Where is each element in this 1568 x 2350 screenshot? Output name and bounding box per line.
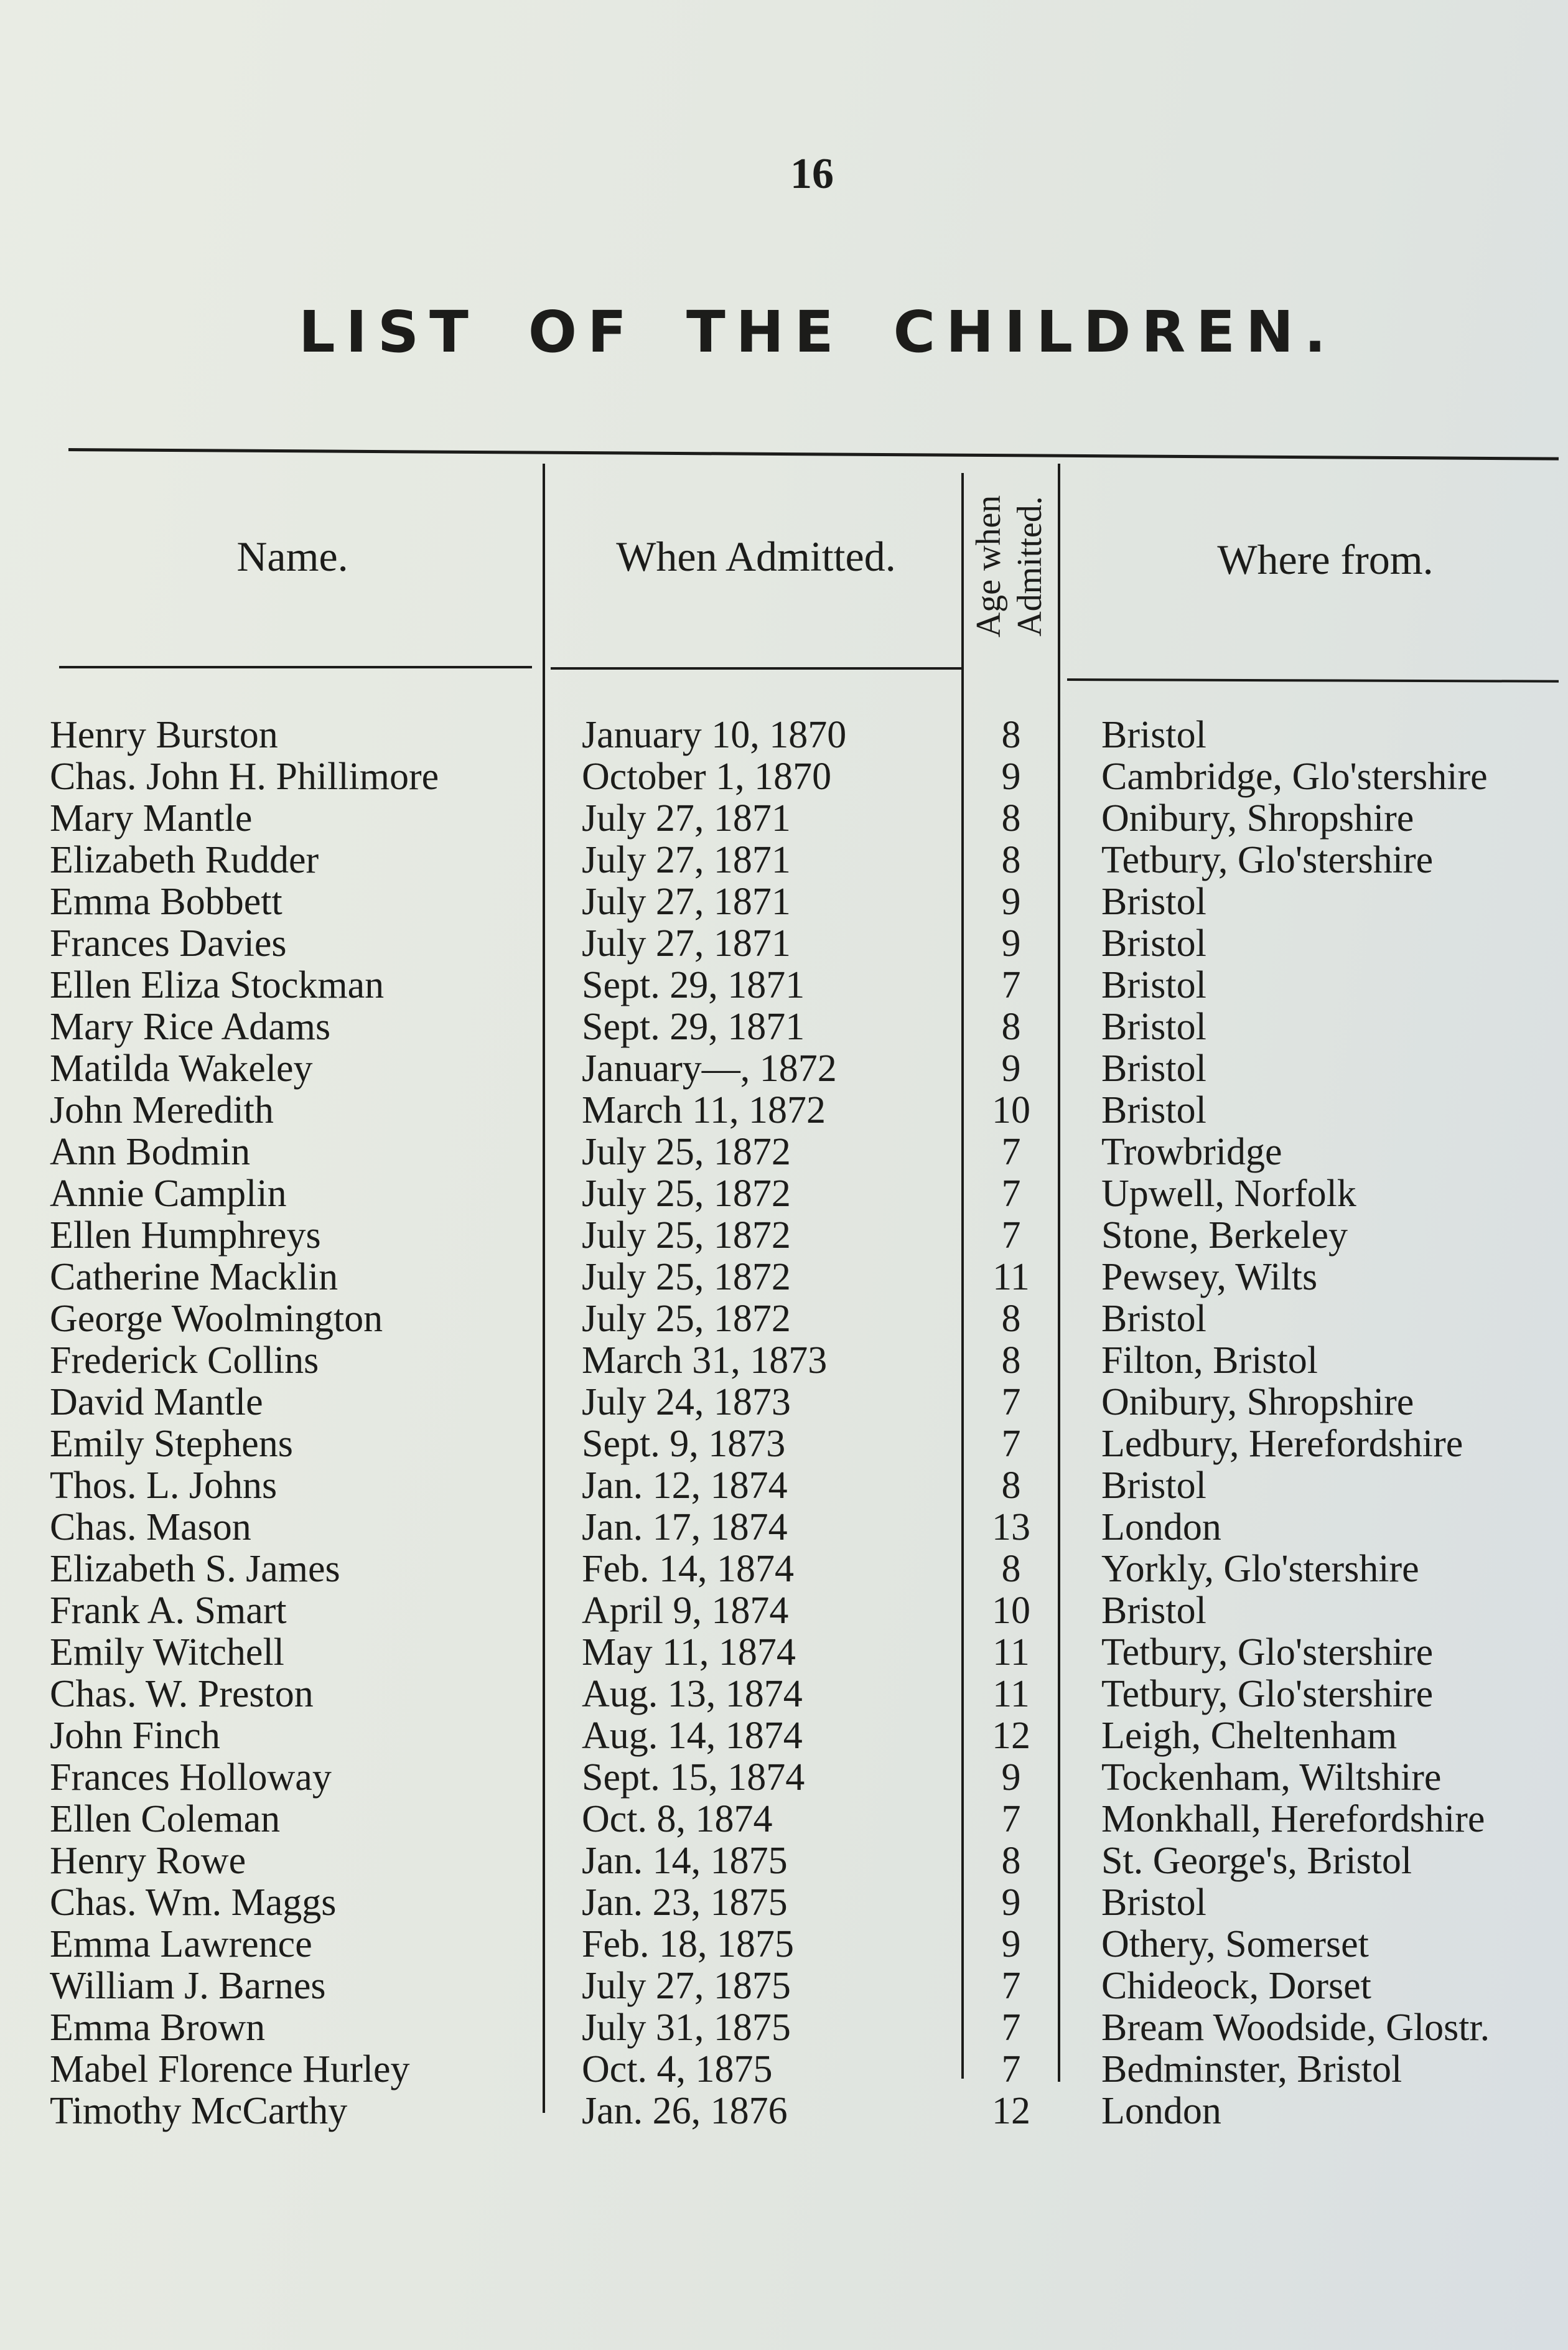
admission-date: July 25, 1872: [582, 1256, 791, 1298]
place-of-origin: Ledbury, Herefordshire: [1101, 1423, 1463, 1465]
admission-date: October 1, 1870: [582, 756, 832, 798]
table-row: [0, 1382, 1568, 1423]
admission-age: 8: [1001, 1006, 1021, 1048]
table-row: [0, 1048, 1568, 1090]
table-row: [0, 1215, 1568, 1257]
child-name: Ellen Coleman: [50, 1799, 281, 1840]
table-row: [0, 1924, 1568, 1965]
child-name: Ellen Eliza Stockman: [50, 965, 385, 1006]
place-of-origin: Onibury, Shropshire: [1101, 798, 1414, 840]
place-of-origin: Tetbury, Glo'stershire: [1101, 1632, 1434, 1674]
child-name: Frances Davies: [50, 923, 287, 965]
table-row: [0, 1340, 1568, 1382]
child-name: Chas. John H. Phillimore: [50, 756, 439, 798]
table-row: [0, 1006, 1568, 1048]
child-name: Timothy McCarthy: [50, 2090, 348, 2132]
child-name: Chas. Mason: [50, 1507, 251, 1548]
admission-date: March 11, 1872: [582, 1089, 826, 1131]
admission-date: July 31, 1875: [582, 2006, 791, 2049]
child-name: Emma Bobbett: [50, 881, 282, 923]
child-name: David Mantle: [50, 1382, 263, 1423]
place-of-origin: Othery, Somerset: [1101, 1924, 1369, 1965]
child-name: Ellen Humphreys: [50, 1215, 321, 1257]
place-of-origin: Yorkly, Glo'stershire: [1101, 1548, 1419, 1590]
table-row: [0, 923, 1568, 965]
table-row: [0, 2007, 1568, 2049]
admission-age: 11: [992, 1256, 1030, 1298]
child-name: George Woolmington: [50, 1298, 383, 1340]
table-row: [0, 1423, 1568, 1465]
place-of-origin: London: [1101, 2090, 1221, 2132]
table-row: [0, 840, 1568, 881]
admission-date: July 25, 1872: [582, 1173, 791, 1215]
admission-age: 7: [1001, 1423, 1021, 1465]
table-row: [0, 1632, 1568, 1674]
table-row: [0, 1465, 1568, 1507]
admission-date: January 10, 1870: [582, 714, 847, 756]
place-of-origin: Leigh, Cheltenham: [1101, 1715, 1398, 1757]
admission-age: 11: [992, 1673, 1030, 1715]
table-row: [0, 714, 1568, 756]
table-row: [0, 1715, 1568, 1757]
admission-age: 8: [1001, 1339, 1021, 1382]
place-of-origin: Filton, Bristol: [1101, 1340, 1318, 1382]
admission-age: 8: [1001, 797, 1021, 840]
admission-age: 9: [1001, 1756, 1021, 1799]
child-name: Mary Rice Adams: [50, 1006, 331, 1048]
admission-date: July 25, 1872: [582, 1298, 791, 1340]
table-row: [0, 1674, 1568, 1715]
place-of-origin: London: [1101, 1507, 1221, 1548]
child-name: Thos. L. Johns: [50, 1465, 278, 1507]
place-of-origin: Tetbury, Glo'stershire: [1101, 1674, 1434, 1715]
admission-date: Aug. 14, 1874: [582, 1715, 803, 1757]
admission-age: 12: [992, 2090, 1030, 2132]
admission-age: 8: [1001, 1548, 1021, 1590]
place-of-origin: Bristol: [1101, 881, 1206, 923]
where-header-underline: [1067, 678, 1559, 683]
child-name: Emma Brown: [50, 2007, 266, 2049]
place-of-origin: Cambridge, Glo'stershire: [1101, 756, 1488, 798]
admission-age: 7: [1001, 1965, 1021, 2007]
table-row: [0, 798, 1568, 840]
table-row: [0, 1590, 1568, 1632]
admission-age: 7: [1001, 1131, 1021, 1173]
child-name: Mary Mantle: [50, 798, 253, 840]
place-of-origin: Chideock, Dorset: [1101, 1965, 1371, 2007]
table-row: [0, 2090, 1568, 2132]
admission-date: Feb. 18, 1875: [582, 1923, 794, 1965]
table-row: [0, 1548, 1568, 1590]
place-of-origin: Bream Woodside, Glostr.: [1101, 2007, 1490, 2049]
admission-date: Aug. 13, 1874: [582, 1673, 803, 1715]
child-name: Henry Rowe: [50, 1840, 246, 1882]
admission-date: Jan. 12, 1874: [582, 1464, 788, 1507]
table-row: [0, 1507, 1568, 1548]
admission-date: May 11, 1874: [582, 1631, 796, 1674]
children-table-body: [0, 714, 1568, 2132]
admission-age: 8: [1001, 1298, 1021, 1340]
place-of-origin: Upwell, Norfolk: [1101, 1173, 1356, 1215]
child-name: William J. Barnes: [50, 1965, 326, 2007]
admission-date: Jan. 17, 1874: [582, 1506, 788, 1548]
table-row: [0, 1257, 1568, 1298]
admission-date: Sept. 9, 1873: [582, 1423, 786, 1465]
admission-date: July 24, 1873: [582, 1381, 791, 1423]
place-of-origin: Bristol: [1101, 1090, 1206, 1131]
table-row: [0, 881, 1568, 923]
child-name: Frederick Collins: [50, 1340, 319, 1382]
admission-age: 9: [1001, 756, 1021, 798]
admission-age: 10: [992, 1589, 1030, 1632]
table-row: [0, 1090, 1568, 1131]
table-row: [0, 1965, 1568, 2007]
table-row: [0, 756, 1568, 798]
admission-date: Jan. 23, 1875: [582, 1881, 788, 1924]
place-of-origin: Bristol: [1101, 1882, 1206, 1924]
admission-date: Feb. 14, 1874: [582, 1548, 794, 1590]
table-row: [0, 965, 1568, 1006]
place-of-origin: Bristol: [1101, 1590, 1206, 1632]
table-row: [0, 1882, 1568, 1924]
admission-date: July 27, 1871: [582, 797, 791, 840]
admission-date: Jan. 14, 1875: [582, 1840, 788, 1882]
admission-age: 9: [1001, 1047, 1021, 1090]
admission-age: 10: [992, 1089, 1030, 1131]
admission-age: 7: [1001, 2006, 1021, 2049]
child-name: Elizabeth S. James: [50, 1548, 340, 1590]
admission-age: 8: [1001, 839, 1021, 881]
admission-age: 12: [992, 1715, 1030, 1757]
admission-date: March 31, 1873: [582, 1339, 828, 1382]
place-of-origin: Trowbridge: [1101, 1131, 1282, 1173]
place-of-origin: Bristol: [1101, 923, 1206, 965]
admission-date: Oct. 8, 1874: [582, 1798, 773, 1840]
admission-date: July 25, 1872: [582, 1131, 791, 1173]
child-name: Ann Bodmin: [50, 1131, 251, 1173]
admission-date: April 9, 1874: [582, 1589, 789, 1632]
age-header-line1: Age when: [969, 495, 1008, 638]
date-header-underline: [551, 667, 961, 670]
admission-age: 9: [1001, 1881, 1021, 1924]
admission-age: 9: [1001, 881, 1021, 923]
place-of-origin: Stone, Berkeley: [1101, 1215, 1348, 1257]
admission-age: 8: [1001, 1464, 1021, 1507]
admission-age: 7: [1001, 1214, 1021, 1257]
place-of-origin: Bedminster, Bristol: [1101, 2049, 1402, 2090]
admission-age: 9: [1001, 922, 1021, 965]
column-header-when-admitted: When Admitted.: [616, 533, 896, 580]
place-of-origin: Bristol: [1101, 1465, 1206, 1507]
place-of-origin: Tetbury, Glo'stershire: [1101, 840, 1434, 881]
admission-date: July 27, 1871: [582, 922, 791, 965]
column-header-name: Name.: [236, 533, 348, 580]
child-name: Elizabeth Rudder: [50, 840, 319, 881]
child-name: Matilda Wakeley: [50, 1048, 313, 1090]
child-name: Emma Lawrence: [50, 1924, 312, 1965]
page-number: 16: [790, 150, 834, 198]
place-of-origin: St. George's, Bristol: [1101, 1840, 1412, 1882]
admission-age: 7: [1001, 1381, 1021, 1423]
admission-date: July 27, 1871: [582, 881, 791, 923]
child-name: Annie Camplin: [50, 1173, 287, 1215]
admission-age: 7: [1001, 2048, 1021, 2090]
table-row: [0, 1840, 1568, 1882]
admission-age: 7: [1001, 1798, 1021, 1840]
place-of-origin: Bristol: [1101, 1006, 1206, 1048]
admission-age: 7: [1001, 1173, 1021, 1215]
admission-date: Sept. 15, 1874: [582, 1756, 805, 1799]
place-of-origin: Onibury, Shropshire: [1101, 1382, 1414, 1423]
child-name: Emily Stephens: [50, 1423, 293, 1465]
table-row: [0, 1131, 1568, 1173]
column-header-age: [966, 473, 1053, 660]
table-top-rule: [68, 448, 1559, 461]
place-of-origin: Pewsey, Wilts: [1101, 1257, 1318, 1298]
admission-age: 7: [1001, 964, 1021, 1006]
child-name: John Meredith: [50, 1090, 274, 1131]
admission-age: 8: [1001, 714, 1021, 756]
name-header-underline: [59, 666, 532, 668]
admission-date: July 27, 1875: [582, 1965, 791, 2007]
place-of-origin: Tockenham, Wiltshire: [1101, 1757, 1442, 1799]
admission-date: July 25, 1872: [582, 1214, 791, 1257]
table-row: [0, 1757, 1568, 1799]
child-name: Frank A. Smart: [50, 1590, 287, 1632]
table-row: [0, 1799, 1568, 1840]
admission-date: Oct. 4, 1875: [582, 2048, 773, 2090]
column-header-where-from: Where from.: [1217, 536, 1434, 583]
admission-age: 9: [1001, 1923, 1021, 1965]
table-row: [0, 1298, 1568, 1340]
child-name: Mabel Florence Hurley: [50, 2049, 410, 2090]
age-header-line2: Admitted.: [1010, 496, 1049, 637]
admission-age: 8: [1001, 1840, 1021, 1882]
admission-date: Jan. 26, 1876: [582, 2090, 788, 2132]
place-of-origin: Monkhall, Herefordshire: [1101, 1799, 1485, 1840]
child-name: John Finch: [50, 1715, 220, 1757]
admission-date: January—, 1872: [582, 1047, 837, 1090]
place-of-origin: Bristol: [1101, 1048, 1206, 1090]
child-name: Henry Burston: [50, 714, 278, 756]
child-name: Emily Witchell: [50, 1632, 284, 1674]
child-name: Chas. W. Preston: [50, 1674, 314, 1715]
place-of-origin: Bristol: [1101, 714, 1206, 756]
place-of-origin: Bristol: [1101, 965, 1206, 1006]
table-row: [0, 1173, 1568, 1215]
place-of-origin: Bristol: [1101, 1298, 1206, 1340]
child-name: Frances Holloway: [50, 1757, 332, 1799]
admission-age: 11: [992, 1631, 1030, 1674]
admission-date: Sept. 29, 1871: [582, 1006, 805, 1048]
child-name: Catherine Macklin: [50, 1257, 338, 1298]
admission-date: Sept. 29, 1871: [582, 964, 805, 1006]
page-title: LIST OF THE CHILDREN.: [299, 299, 1337, 365]
admission-age: 13: [992, 1506, 1030, 1548]
admission-date: July 27, 1871: [582, 839, 791, 881]
child-name: Chas. Wm. Maggs: [50, 1882, 337, 1924]
table-row: [0, 2049, 1568, 2090]
